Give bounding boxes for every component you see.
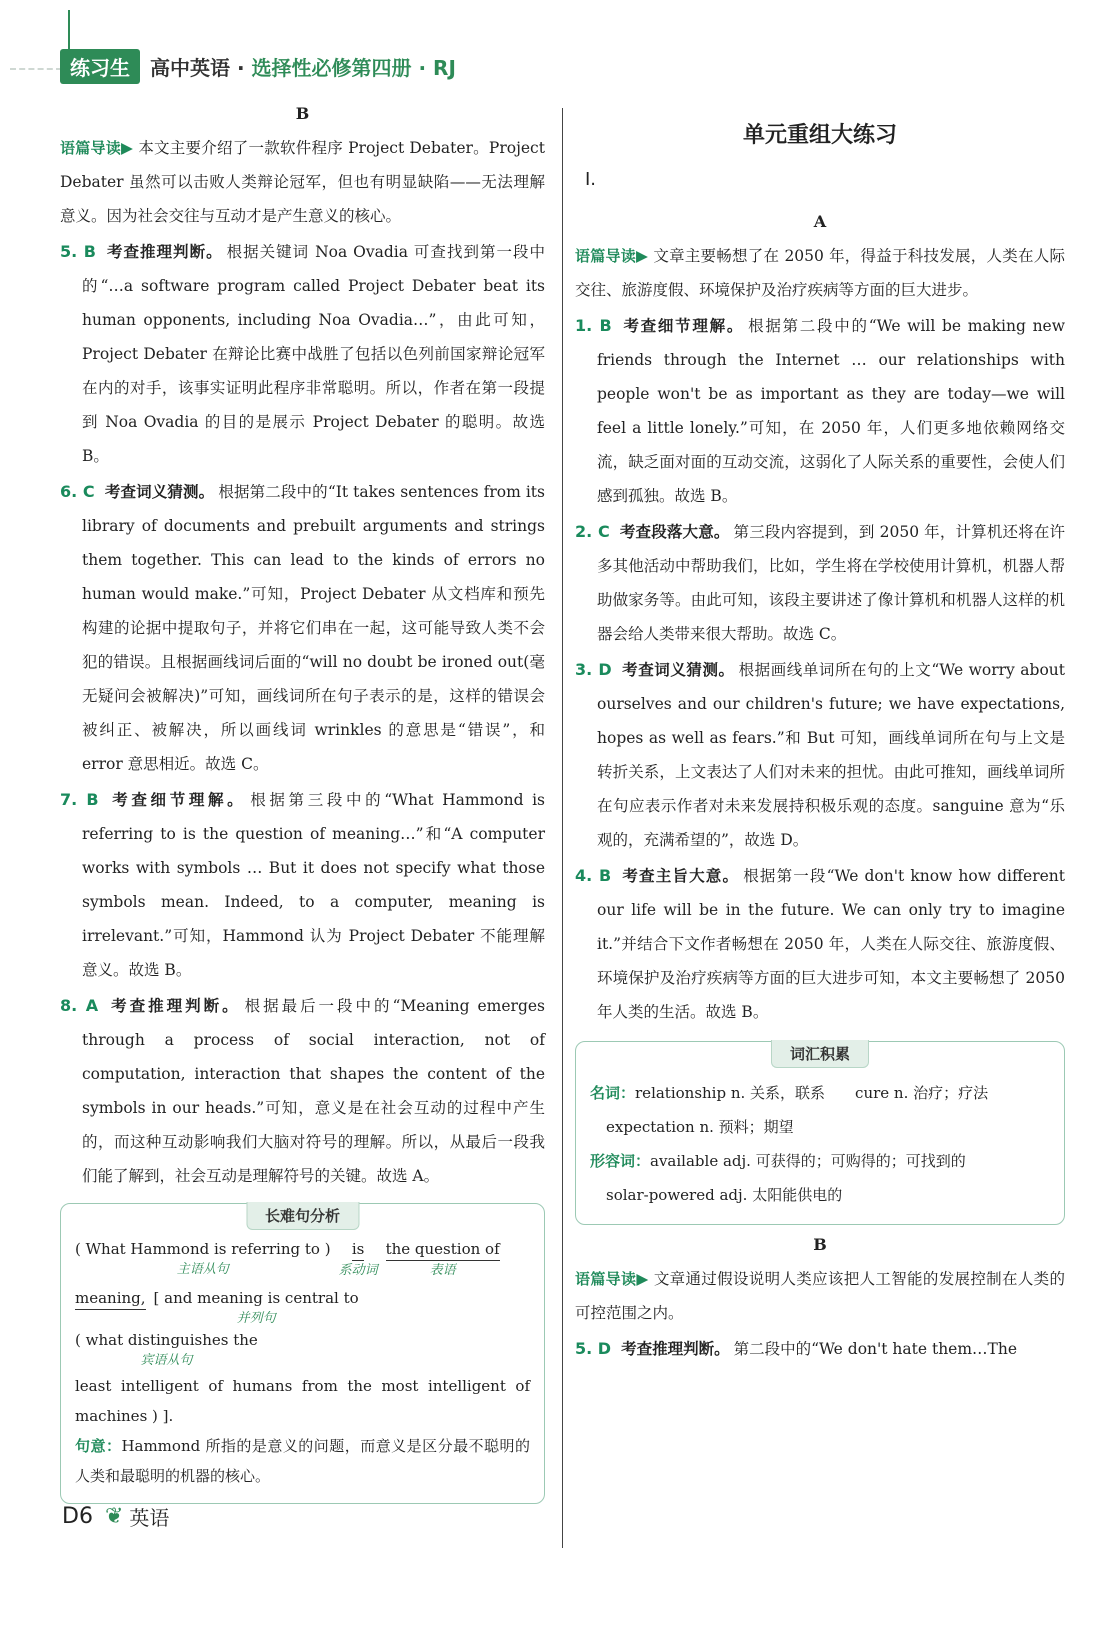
question-number: 5. D <box>575 1339 612 1358</box>
column-divider <box>562 108 563 1548</box>
meaning-label: 句意： <box>75 1437 122 1455</box>
answer-text: 根据第二段中的“It takes sentences from its library of documents and prebuilt arguments and strings them together. This can lead to the kinds of errors no human would make.”可知，Project Debater 从文档库和预先构建的论据中提取句子，并将它们串在一起，这可能导致人类不会犯的错误。且根据画线词后面的“will no doubt be ironed out(毫无疑问会被解决)”可知，画线词所在句子表示的是，这样的错误会被纠正、被解决，所以画线词 wrinkles 的意思是“错误”，和 error 意思相近。故选 C。 <box>82 483 545 773</box>
footer-subject: 英语 <box>129 1506 170 1530</box>
question-type: 考查主旨大意。 <box>621 867 740 885</box>
header-dash-line <box>10 68 62 70</box>
play-arrow-icon: ▶ <box>635 247 649 265</box>
sentence-meaning <box>75 1431 530 1491</box>
answer-q5-right <box>575 1332 1065 1366</box>
vocabulary-box <box>575 1041 1065 1225</box>
question-number: 3. D <box>575 660 612 679</box>
answer-q5-left <box>60 235 545 473</box>
box-title: 词汇积累 <box>771 1040 869 1068</box>
segment-linking-verb: is 系动词 <box>338 1240 378 1278</box>
vocab-adj-row-2: solar-powered adj. 太阳能供电的 <box>606 1186 843 1204</box>
question-number: 6. C <box>60 482 95 501</box>
question-type: 考查词义猜测。 <box>621 661 735 679</box>
question-number: 4. B <box>575 866 612 885</box>
page-number: D6 <box>62 1504 93 1529</box>
question-number: 2. C <box>575 522 610 541</box>
answer-q7 <box>60 783 545 987</box>
header-title-sub: 选择性必修第四册 · RJ <box>251 55 456 80</box>
section-letter-b-right: B <box>813 1235 827 1254</box>
play-arrow-icon: ▶ <box>120 139 134 157</box>
vocab-adj-row: 形容词：available adj. 可获得的；可购得的；可找到的 <box>590 1152 966 1170</box>
footer <box>62 1502 169 1531</box>
right-column <box>575 100 1065 1368</box>
leaf-icon: ❦ <box>104 1504 124 1529</box>
meaning-text: Hammond 所指的是意义的问题，而意义是区分最不聪明的人类和最聪明的机器的核心。 <box>75 1437 530 1485</box>
left-column <box>60 100 545 1504</box>
header-accent-line <box>68 10 70 50</box>
question-type: 考查细节理解。 <box>621 317 745 335</box>
segment-meaning: meaning, <box>75 1287 146 1310</box>
answer-q3 <box>575 653 1065 857</box>
guide-label: 语篇导读 <box>60 139 121 157</box>
question-number: 5. B <box>60 242 96 261</box>
guide-text: 本文主要介绍了一款软件程序 Project Debater。Project Debater 虽然可以击败人类辩论冠军，但也有明显缺陷——无法理解意义。因为社会交往与互动才是产生意义的核心。 <box>60 139 545 225</box>
question-number: 7. B <box>60 790 99 809</box>
header <box>60 48 456 84</box>
question-type: 考查细节理解。 <box>108 791 247 809</box>
answer-q2 <box>575 515 1065 651</box>
guide-paragraph-a <box>575 239 1065 307</box>
segment-subject-clause: ( What Hammond is referring to ) 主语从句 <box>75 1240 331 1277</box>
question-number: 8. A <box>60 996 99 1015</box>
header-badge: 练习生 <box>60 49 140 84</box>
answer-text: 第三段内容提到，到 2050 年，计算机还将在许多其他活动中帮助我们，比如，学生将在学校使用计算机，机器人帮助做家务等。由此可知，该段主要讲述了像计算机和机器人这样的机器会给人类带来很大帮助。故选 C。 <box>597 523 1065 643</box>
guide-text: 文章主要畅想了在 2050 年，得益于科技发展，人类在人际交往、旅游度假、环境保护及治疗疾病等方面的巨大进步。 <box>575 247 1065 299</box>
sentence-tail: least intelligent of humans from the most intelligent of machines ) ]. <box>75 1377 530 1425</box>
answer-q1 <box>575 309 1065 513</box>
answer-text: 根据第一段“We don't know how different our life will be in the future. We can only try to imagine it.”并结合下文作者畅想在 2050 年，人类在人际交往、旅游度假、环境保护及治疗疾病等方面的巨大进步可知，本文主要畅想了 2050 年人类的生活。故选 B。 <box>597 867 1065 1021</box>
section-letter-b-left: B <box>295 104 310 123</box>
question-type: 考查词义猜测。 <box>104 483 215 501</box>
question-type: 考查段落大意。 <box>619 523 730 541</box>
guide-paragraph-left <box>60 131 545 233</box>
question-type: 考查推理判断。 <box>108 997 241 1015</box>
answer-q4 <box>575 859 1065 1029</box>
question-number: 1. B <box>575 316 612 335</box>
header-title <box>150 52 456 81</box>
question-type: 考查推理判断。 <box>621 1340 730 1358</box>
segment-coordinate-clause: [ and meaning is central to 并列句 <box>153 1289 359 1326</box>
guide-label: 语篇导读 <box>575 247 636 265</box>
answer-text: 根据第三段中的“What Hammond is referring to is the question of meaning…”和“A computer works with symbols … But it does not specify what those symbols mean. Indeed, to a computer, meaning is irrelevant.”可知，Hammond 认为 Project Debater 不能理解意义。故选 B。 <box>82 791 545 979</box>
sentence-analysis-box <box>60 1203 545 1504</box>
answer-text: 根据最后一段中的“Meaning emerges through a process of social interaction, not of computation, interaction that shapes the content of the symbols in our heads.”可知，意义是在社会互动的过程中产生的，而这种互动影响我们大脑对符号的理解。所以，从最后一段我们能了解到，社会互动是理解符号的关键。故选 A。 <box>82 997 545 1185</box>
question-type: 考查推理判断。 <box>106 243 223 261</box>
answer-text: 根据画线单词所在句的上文“We worry about ourselves and our children's future; we have expectations, hopes as well as fears.”和 But 可知，画线单词所在句与上文是转折关系，上文表达了人们对未来的担忧。由此可推知，画线单词所在句应表示作者对未来发展持积极乐观的态度。sanguine 意为“乐观的，充满希望的”，故选 D。 <box>597 661 1065 849</box>
section-letter-a: A <box>813 212 827 231</box>
sentence-breakdown-2 <box>75 1287 530 1371</box>
answer-text: 第二段中的“We don't hate them…The <box>733 1340 1018 1358</box>
answer-q6 <box>60 475 545 781</box>
answer-text: 根据第二段中的“We will be making new friends through the Internet … our relationships with people won't be as important as they are today—we will feel a little lonely.”可知，在 2050 年，人们更多地依赖网络交流，缺乏面对面的互动交流，这弱化了人际关系的重要性，会使人们感到孤独。故选 B。 <box>597 317 1065 505</box>
guide-text: 文章通过假设说明人类应该把人工智能的发展控制在人类的可控范围之内。 <box>575 1270 1065 1322</box>
guide-paragraph-b <box>575 1262 1065 1330</box>
sentence-breakdown <box>75 1238 530 1281</box>
part-number: Ⅰ. <box>585 169 597 190</box>
box-title: 长难句分析 <box>246 1202 359 1230</box>
segment-predicative: the question of 表语 <box>385 1240 500 1278</box>
answer-text: 根据关键词 Noa Ovadia 可查找到第一段中的“…a software program called Project Debater beat its human opponents, including Noa Ovadia…”，由此可知，Project Debater 在辩论比赛中战胜了包括以色列前国家辩论冠军在内的对手，该事实证明此程序非常聪明。所以，作者在第一段提到 Noa Ovadia 的目的是展示 Project Debater 的聪明。故选 B。 <box>82 243 545 465</box>
header-title-main: 高中英语 · <box>150 55 252 80</box>
guide-label: 语篇导读 <box>575 1270 637 1288</box>
answer-q8 <box>60 989 545 1193</box>
segment-object-clause: ( what distinguishes the 宾语从句 <box>75 1331 258 1368</box>
play-arrow-icon: ▶ <box>636 1270 649 1288</box>
section-title: 单元重组大练习 <box>742 123 897 148</box>
vocab-noun-row: 名词：relationship n. 关系，联系 cure n. 治疗；疗法 <box>590 1084 989 1102</box>
vocab-noun-row-2: expectation n. 预料；期望 <box>606 1118 794 1136</box>
